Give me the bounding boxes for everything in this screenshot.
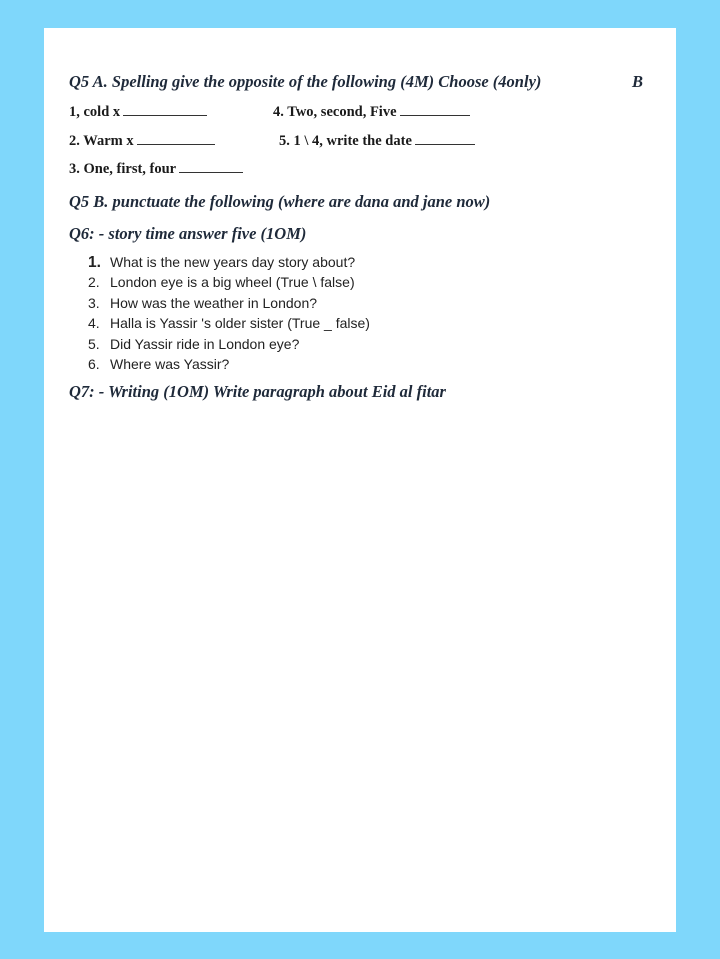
q5a-item-2	[69, 133, 215, 150]
list-item: 2. London eye is a big wheel (True \ false)	[88, 274, 355, 291]
answer-blank	[415, 133, 475, 145]
list-item: 3. How was the weather in London?	[88, 294, 318, 311]
list-item: 5. Did Yassir ride in London eye?	[88, 335, 300, 352]
q6-heading: Q6: - story time answer five (1OM)	[69, 224, 307, 243]
answer-blank	[137, 133, 215, 145]
q5a-item-2-text: 2. Warm x	[69, 133, 134, 149]
q5a-item-3	[69, 161, 243, 178]
list-item: 1. What is the new years day story about?	[88, 254, 356, 271]
answer-blank	[179, 161, 243, 173]
q5a-heading: Q5 A. Spelling give the opposite of the following (4M) Choose (4only)	[69, 72, 542, 91]
q5a-item-1	[69, 104, 207, 121]
q5a-side-letter: B	[632, 72, 644, 91]
q5a-item-5-text: 5. 1 \ 4, write the date	[279, 133, 412, 149]
list-item: 6. Where was Yassir?	[88, 355, 230, 372]
answer-blank	[400, 104, 470, 116]
answer-blank	[123, 104, 207, 116]
q5b-heading: Q5 B. punctuate the following (where are dana and jane now)	[69, 192, 491, 211]
q5a-item-5	[279, 133, 475, 150]
q7-heading: Q7: - Writing (1OM) Write paragraph about Eid al fitar	[69, 382, 446, 401]
worksheet-page	[44, 28, 676, 932]
q5a-item-4	[273, 104, 470, 121]
q5a-item-3-text: 3. One, first, four	[69, 161, 177, 177]
list-item: 4. Halla is Yassir 's older sister (True _ false)	[88, 315, 370, 332]
story-questions-list	[88, 252, 370, 374]
q5a-item-1-text: 1, cold x	[69, 104, 121, 120]
q5a-item-4-text: 4. Two, second, Five	[273, 104, 397, 120]
